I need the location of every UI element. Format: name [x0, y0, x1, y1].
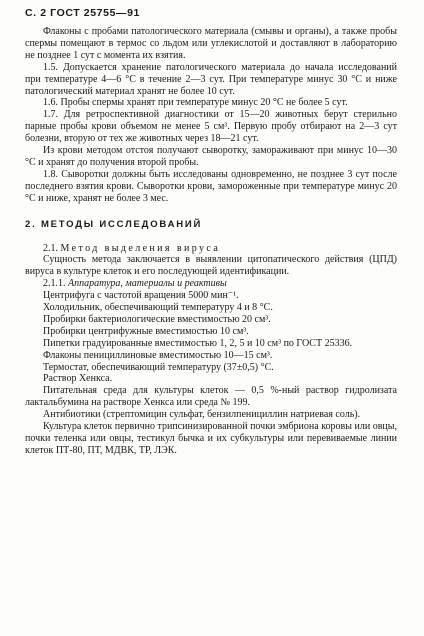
- item-nutrient-medium: Питательная среда для культуры клеток — 0,5 %-ный раствор гидролизата лактальбумина на растворе Хенкса или среда № 199.: [25, 385, 397, 409]
- paragraph-1-8: 1.8. Сыворотки должны быть исследованы одновременно, не позднее 3 сут после последнего взятия крови. Сыворотки крови, замороженные при температуре минус 20 °С и ниже, хранят не более 3 мес.: [25, 168, 397, 204]
- item-cell-culture: Культура клеток первично трипсинизированной почки эмбриона коровы или овцы, почки теленка или овцы, тестикул бычка и их субкультуры или перевиваемые линии клеток ПТ-80, ПТ, МДВК, ТР, ЛЭК.: [25, 421, 397, 456]
- paragraph-samples-transport: Флаконы с пробами патологического материала (смывы и органы), а также пробы спермы помещают в термос со льдом или углекислотой и доставляют в лабораторию не позднее 1 сут с момента их взятия.: [25, 26, 397, 61]
- page-header: С. 2 ГОСТ 25755—91: [25, 7, 140, 19]
- subsection-2-1-1-title: Аппаратура, материалы и реактивы: [68, 278, 227, 290]
- item-pipettes: Пипетки градуированные вместимостью 1, 2, 5 и 10 см³ по ГОСТ 25336.: [43, 337, 353, 349]
- subsection-2-1: [25, 243, 397, 255]
- subsection-title: Метод выделения вируса: [60, 242, 221, 254]
- item-tubes-bacteriological: Пробирки бактериологические вместимостью 20 см³.: [43, 313, 271, 325]
- item-fridge: Холодильник, обеспечивающий температуру 4 и 8 °С.: [43, 302, 273, 314]
- section-title: 2. МЕТОДЫ ИССЛЕДОВАНИЙ: [25, 218, 203, 230]
- subsection-2-1-1-number: 2.1.1.: [43, 278, 66, 290]
- subsection-2-1-1: [25, 278, 397, 290]
- subsection-number: 2.1.: [43, 242, 58, 254]
- item-tubes-centrifuge: Пробирки центрифужные вместимостью 10 см³.: [43, 325, 249, 337]
- paragraph-serum: Из крови методом отстоя получают сыворотку, замораживают при минус 10—30 °С и хранят до получения второй пробы.: [25, 145, 397, 168]
- item-thermostat: Термостат, обеспечивающий температуру (37±0,5) °С.: [43, 361, 274, 373]
- paragraph-1-5: 1.5. Допускается хранение патологического материала до начала исследований при температуре 4—6 °С в течение 2—3 сут. При температуре минус 30 °С и ниже патологический материал хранят не более 10 сут.: [25, 61, 397, 97]
- item-vials: Флаконы пенициллиновые вместимостью 10—15 см³.: [43, 349, 273, 361]
- item-centrifuge: Центрифуга с частотой вращения 5000 мин⁻¹.: [43, 290, 239, 302]
- paragraph-method-essence: Сущность метода заключается в выявлении цитопатического действия (ЦПД) вируса в культуре клеток и его последующей идентификации.: [25, 254, 397, 278]
- item-antibiotics: Антибиотики (стрептомицин сульфат, бензилпенициллин натриевая соль).: [43, 409, 361, 421]
- paragraph-1-7: 1.7. Для ретроспективной диагностики от 15—20 животных берут стерильно парные пробы крови объемом не менее 5 см³. Первую пробу отбирают на 2—3 сут болезни, вторую от тех же животных через 18—21 сут.: [25, 109, 397, 145]
- document-body: [25, 26, 397, 457]
- paragraph-1-6: 1.6. Пробы спермы хранят при температуре минус 20 °С не более 5 сут.: [43, 97, 348, 109]
- item-hanks-solution: Раствор Хенкса.: [43, 373, 113, 385]
